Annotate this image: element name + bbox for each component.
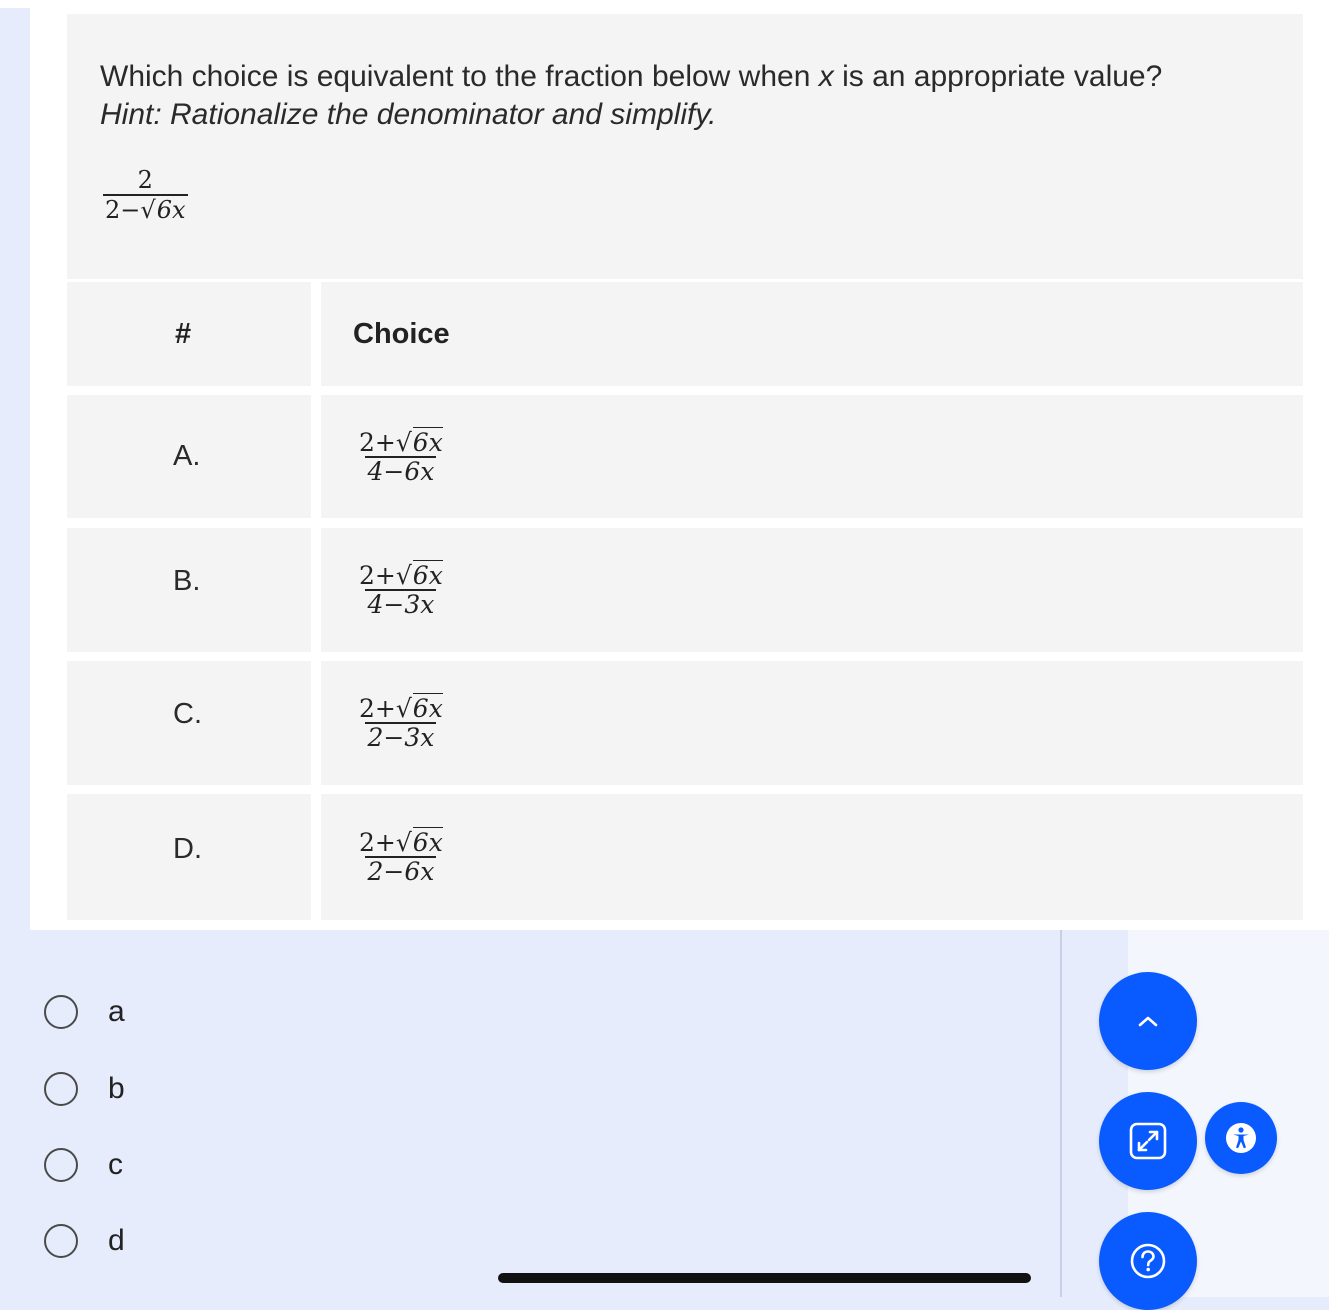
option-b[interactable]	[44, 1067, 244, 1111]
choice-a-fraction: $\frac{2+√6x}{4-6x}$	[359, 428, 443, 486]
question-card	[30, 8, 1329, 930]
choice-c-fraction: $\frac{2+√6x}{2-3x}$	[359, 694, 443, 752]
chevron-up-icon	[1135, 1013, 1161, 1029]
accessibility-icon	[1224, 1121, 1258, 1155]
radio-d[interactable]	[44, 1224, 78, 1258]
expand-button[interactable]	[1099, 1092, 1197, 1190]
option-c-label: c	[108, 1148, 123, 1181]
home-indicator	[498, 1273, 1031, 1283]
panel-divider	[1060, 930, 1062, 1297]
question-box	[67, 14, 1303, 279]
table-header-number: #	[67, 282, 311, 386]
table-row-a-label-cell: A.	[67, 395, 311, 518]
option-b-label: b	[108, 1072, 125, 1105]
accessibility-button[interactable]	[1205, 1102, 1277, 1174]
expand-icon	[1128, 1121, 1168, 1161]
table-row-b-label-cell: B.	[67, 528, 311, 652]
table-row-c-choice-cell	[321, 661, 1303, 785]
question-text: Which choice is equivalent to the fraction below when x is an appropriate value?	[100, 60, 1163, 93]
table-row-c-label-cell: C.	[67, 661, 311, 785]
table-header-choice: Choice	[321, 282, 1303, 386]
help-button[interactable]	[1099, 1212, 1197, 1310]
radio-a[interactable]	[44, 995, 78, 1029]
option-d-label: d	[108, 1224, 125, 1257]
radio-b[interactable]	[44, 1072, 78, 1106]
choice-d-fraction: $\frac{2+√6x}{2-6x}$	[359, 828, 443, 886]
option-d[interactable]	[44, 1219, 244, 1263]
table-row-b-choice-cell	[321, 528, 1303, 652]
option-c[interactable]	[44, 1143, 244, 1187]
scroll-up-button[interactable]	[1099, 972, 1197, 1070]
table-row-d-choice-cell	[321, 794, 1303, 920]
question-fraction: $\frac{2}{2-√6x}$	[105, 166, 186, 224]
option-a[interactable]	[44, 990, 244, 1034]
top-strip	[0, 0, 1329, 8]
question-hint: Hint: Rationalize the denominator and simplify.	[100, 98, 717, 131]
option-a-label: a	[108, 995, 125, 1028]
table-row-a-choice-cell	[321, 395, 1303, 518]
radio-c[interactable]	[44, 1148, 78, 1182]
choice-b-fraction: $\frac{2+√6x}{4-3x}$	[359, 561, 443, 619]
table-row-d-label-cell: D.	[67, 794, 311, 920]
help-icon	[1128, 1241, 1168, 1281]
